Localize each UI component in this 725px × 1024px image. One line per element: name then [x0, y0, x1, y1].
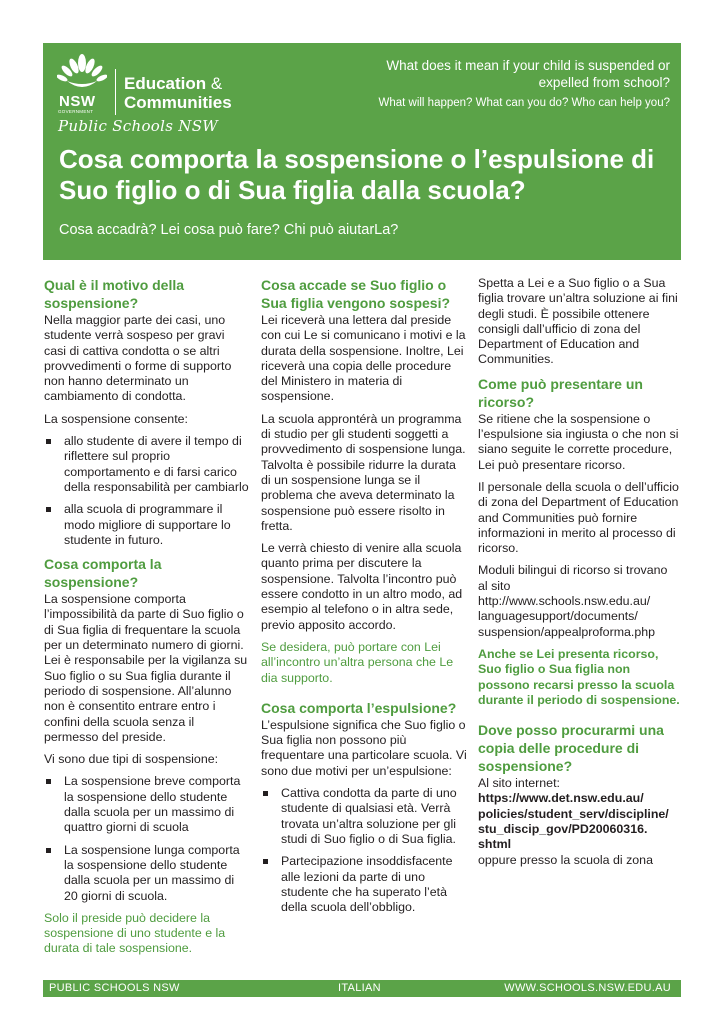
appeal-note: Anche se Lei presenta ricorso, Suo figlio o Sua figlia non possono recarsi presso la scuola durante il periodo di sospensione. — [478, 646, 680, 707]
waratah-logo-icon — [57, 53, 107, 93]
paragraph: La sospensione comporta l’impossibilità da parte di Suo figlio o di Sua figlia di frequentare la scuola per un determinato numero di giorni. Lei è responsabile per la vigilanza su Suo figlio o su Sua figlia durante il periodo di sospensione. All’alunno non è consentito entrare entro i confini della scuola senza il permesso del preside. — [44, 592, 248, 744]
paragraph: Nella maggior parte dei casi, uno studente verrà sospeso per gravi casi di cattiva condotta o se altri provvedimenti o forme di supporto non hanno determinato un cambiamento di condotta. — [44, 313, 232, 404]
logo-nsw: NSW — [59, 93, 96, 110]
paragraph: Il personale della scuola o dell’ufficio di zona del Department of Education and Communities può fornire informazioni in merito al processo di ricorso. — [478, 479, 679, 556]
heading-what-happens: Cosa accade se Suo figlio o Sua figlia vengono sospesi? — [261, 277, 451, 311]
column-1 — [44, 276, 249, 964]
heading-procedures: Dove posso procurarmi una copia delle procedure di sospensione? — [478, 722, 664, 775]
paragraph: La sospensione consente: — [44, 411, 188, 426]
logo-education-communities — [124, 74, 232, 112]
list-item: La sospensione lunga comporta la sospensione dello studente dalla scuola per un massimo di 20 giorni di scuola. — [44, 843, 249, 904]
paragraph: Le verrà chiesto di venire alla scuola quanto prima per discutere la sospensione. Talvolta l’incontro può essere condotto in un altro modo, ad esempio al telefono o in altra sede, previo apposito accordo. — [261, 541, 463, 632]
public-schools-script: Public Schools NSW — [58, 117, 218, 135]
heading-reason: Qual è il motivo della sospensione? — [44, 277, 185, 311]
heading-appeal: Come può presentare un ricorso? — [478, 375, 643, 410]
footer-left: PUBLIC SCHOOLS NSW — [49, 982, 180, 994]
bullet-list — [44, 434, 249, 548]
logo-government: GOVERNMENT — [58, 109, 94, 114]
paragraph: oppure presso la scuola di zona — [478, 852, 653, 867]
logo-education: Education — [124, 74, 207, 93]
paragraph: Vi sono due tipi di sospensione: — [44, 752, 219, 767]
list-item: Cattiva condotta da parte di uno studente di qualsiasi età. Verrà trovata un’altra soluzione per gli studi di Suo figlio o di Sua figlia. — [261, 786, 467, 847]
paragraph: Al sito internet: — [478, 776, 560, 791]
support-note: Se desidera, può portare con Lei all’incontro un’altra persona che Le dia supporto. — [261, 639, 454, 685]
column-2 — [261, 276, 467, 922]
paragraph: Lei riceverà una lettera dal preside con cui Le si comunicano i motivi e la durata della sospensione. Inoltre, Lei riceverà una copia delle procedure del Ministero in materia di sospensione. — [261, 313, 466, 404]
logo-amp: & — [210, 74, 223, 93]
bullet-list — [261, 786, 467, 915]
paragraph: Spetta a Lei e a Suo figlio o a Sua figlia trovare un’altra soluzione ai fini degli studi. È possibile ottenere consigli dall’ufficio di zona del Department of Education and Communities. — [478, 276, 678, 367]
heading-expulsion: Cosa comporta l’espulsione? — [261, 699, 457, 716]
list-item: Partecipazione insoddisfacente alle lezioni da parte di uno studente che ha superato l’età della scuola dell’obbligo. — [261, 854, 467, 915]
column-3 — [478, 276, 680, 875]
footer-language: ITALIAN — [338, 982, 381, 994]
list-item: La sospensione breve comporta la sospensione dello studente dalla scuola per un massimo di quattro giorni di scuola — [44, 774, 249, 835]
paragraph: Se ritiene che la sospensione o l’espulsione sia ingiusta o che non si siano seguite le corrette procedure, Lei può presentare ricorso. — [478, 411, 679, 472]
list-item: alla scuola di programmare il modo migliore di supportare lo studente in futuro. — [44, 502, 249, 548]
footer-website-link[interactable]: WWW.SCHOOLS.NSW.EDU.AU — [504, 982, 671, 994]
english-question: What does it mean if your child is suspended or expelled from school? — [386, 58, 670, 90]
logo-divider — [115, 69, 116, 115]
appeal-forms-link[interactable]: Moduli bilingui di ricorso si trovano al sito http://www.schools.nsw.edu.au/ languagesupport/documents/ suspension/appealproforma.php — [478, 563, 668, 639]
procedures-url-link[interactable]: https://www.det.nsw.edu.au/ policies/student_serv/discipline/ stu_discip_gov/PD20060316. shtml — [478, 791, 669, 852]
page-title: Cosa comporta la sospensione o l’espulsione di Suo figlio o di Sua figlia dalla scuola? — [59, 144, 655, 205]
page-subtitle: Cosa accadrà? Lei cosa può fare? Chi può aiutarLa? — [59, 222, 399, 238]
english-subquestion: What will happen? What can you do? Who can help you? — [378, 97, 670, 109]
header-banner — [43, 43, 681, 260]
nsw-logo — [57, 53, 267, 123]
paragraph: La scuola approntérà un programma di studio per gli studenti soggetti a provvedimento di sospensione lunga. Talvolta è possibile ridurre la durata di un sospensione lunga se il problema che aveva determinato la sospensione può essere risolto in fretta. — [261, 411, 466, 533]
logo-communities: Communities — [124, 93, 232, 112]
principal-note: Solo il preside può decidere la sospensione di uno studente e la durata di tale sospensione. — [44, 910, 226, 956]
bullet-list — [44, 774, 249, 903]
list-item: allo studente di avere il tempo di riflettere sul proprio comportamento e di farsi carico della responsabilità per cambiarlo — [44, 434, 249, 495]
paragraph: L’espulsione significa che Suo figlio o Sua figlia non possono più frequentare una particolare scuola. Vi sono due motivi per un’espulsione: — [261, 717, 467, 778]
heading-suspension: Cosa comporta la sospensione? — [44, 556, 162, 591]
footer-bar — [43, 980, 681, 997]
